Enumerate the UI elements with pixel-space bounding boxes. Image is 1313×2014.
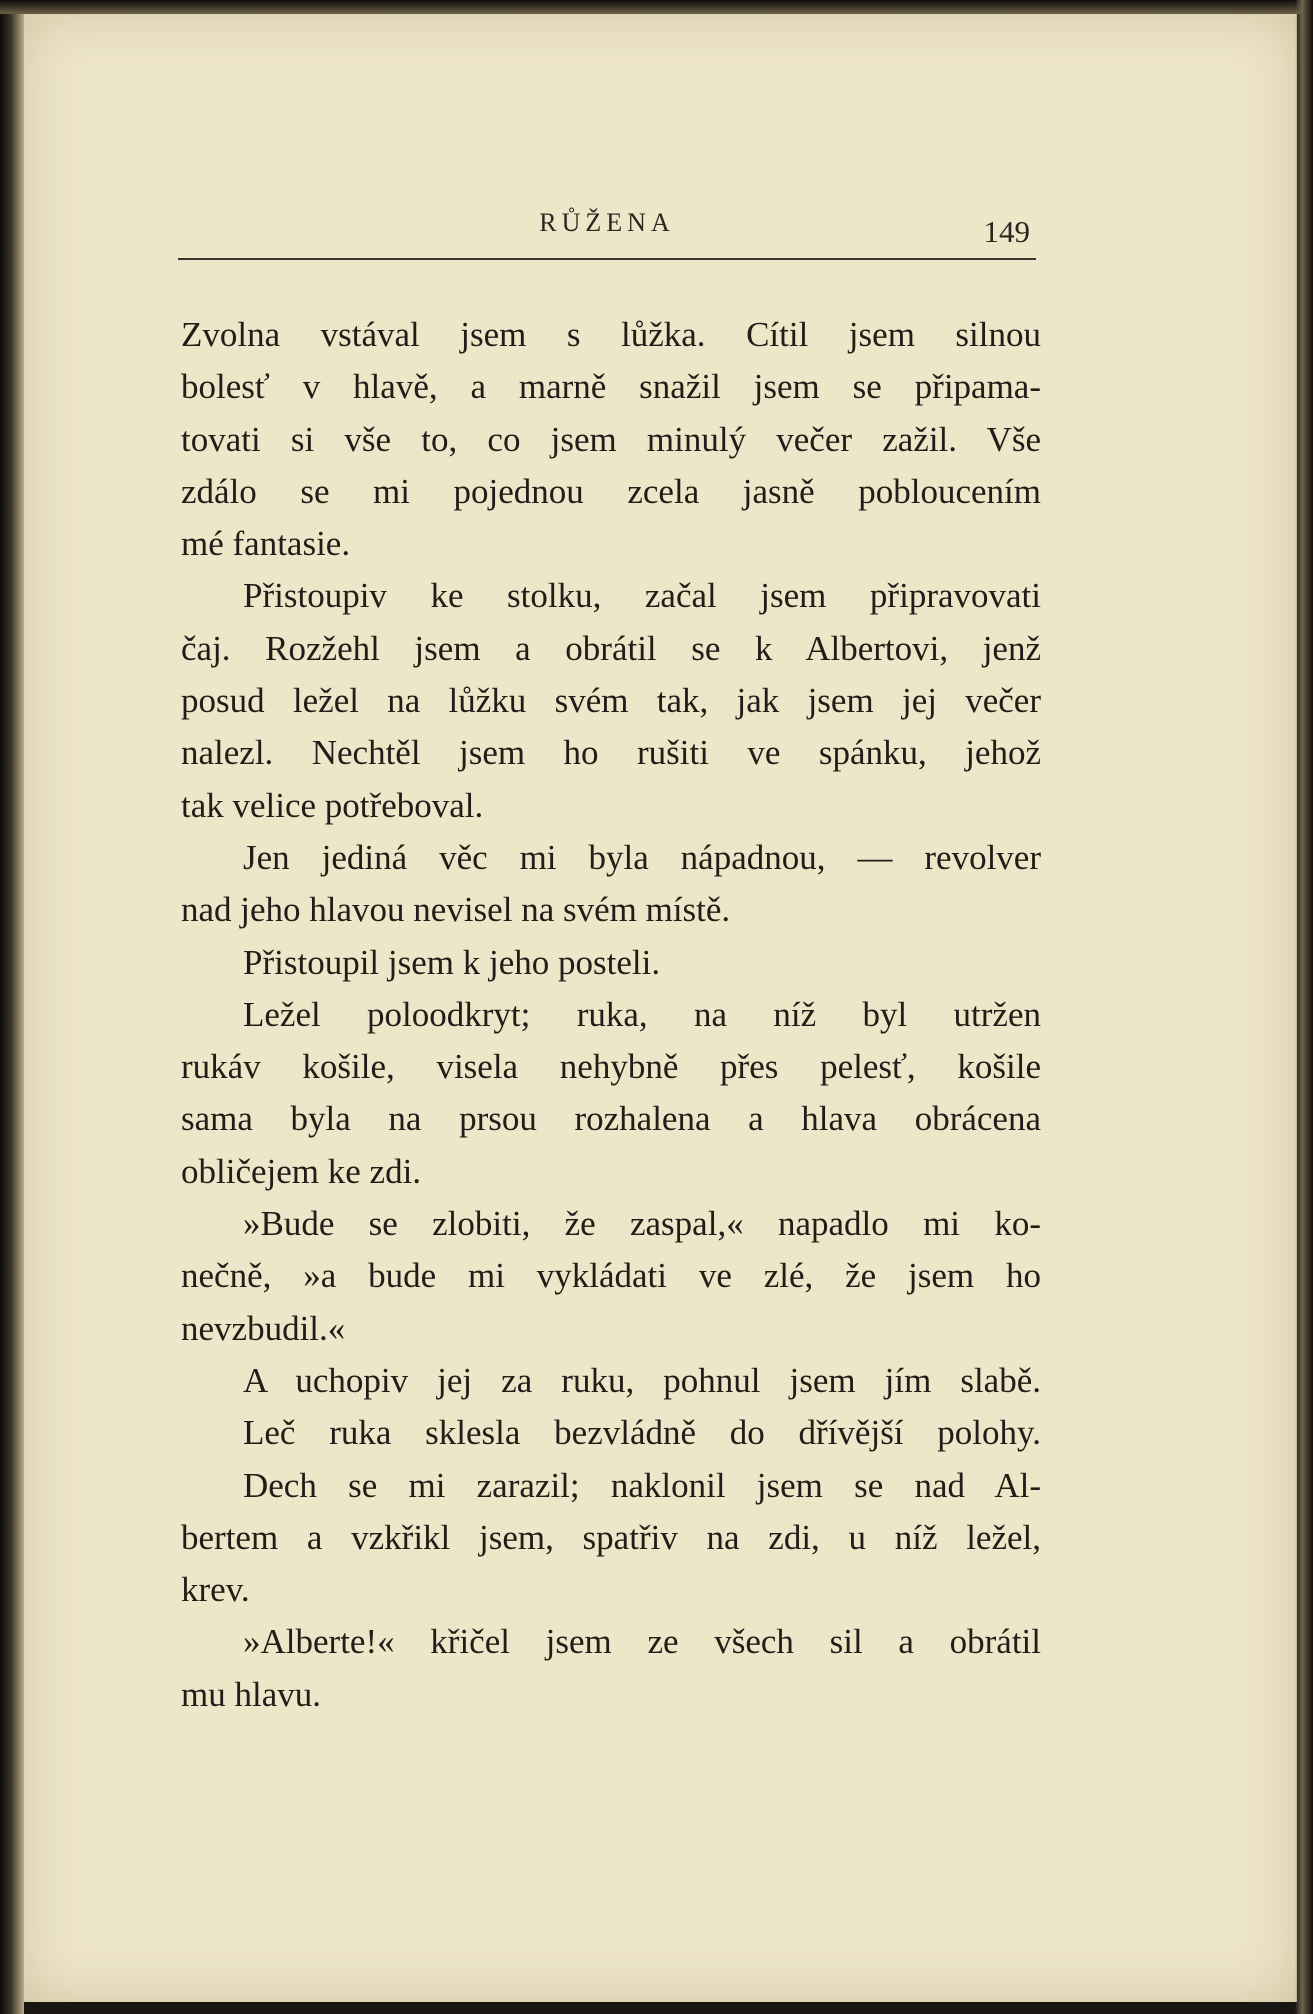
text-line: obličejem ke zdi. [181, 1151, 422, 1191]
text-line: mé fantasie. [181, 524, 351, 564]
page-number: 149 [983, 214, 1030, 249]
text-line: Přistoupil jsem k jeho posteli. [243, 942, 661, 982]
text-line: Zvolna vstával jsem s lůžka. Cítil jsem silnou [181, 315, 1041, 354]
text-line: Leč ruka sklesla bezvládně do dřívější polohy. [243, 1413, 1041, 1453]
page-header [178, 208, 1036, 260]
text-line: Dech se mi zarazil; naklonil jsem se nad Al- [243, 1465, 1041, 1505]
text-line: čaj. Rozžehl jsem a obrátil se k Albertovi, jenž [181, 628, 1041, 668]
text-line: bertem a vzkřikl jsem, spatřiv na zdi, u níž ležel, [181, 1517, 1041, 1557]
text-line: nevzbudil.« [181, 1308, 346, 1348]
text-line: sama byla na prsou rozhalena a hlava obrácena [181, 1099, 1041, 1139]
text-line: nad jeho hlavou nevisel na svém místě. [181, 890, 731, 930]
text-line: A uchopiv jej za ruku, pohnul jsem jím slabě. [243, 1360, 1041, 1400]
text-line: posud ležel na lůžku svém tak, jak jsem jej večer [181, 681, 1041, 721]
body-text [181, 309, 1041, 1721]
text-line: Přistoupiv ke stolku, začal jsem připravovati [243, 576, 1041, 616]
text-line: tak velice potřeboval. [181, 785, 484, 825]
text-line: Jen jediná věc mi byla nápadnou, — revolver [243, 837, 1041, 877]
text-line: tovati si vše to, co jsem minulý večer zažil. Vše [181, 419, 1041, 459]
page-top-edge [0, 0, 1313, 14]
text-line: rukáv košile, visela nehybně přes pelesť, košile [181, 1047, 1041, 1087]
text-line: Ležel poloodkryt; ruka, na níž byl utržen [243, 994, 1041, 1034]
text-line: mu hlavu. [181, 1674, 321, 1714]
text-line: bolesť v hlavě, a marně snažil jsem se připama- [181, 367, 1041, 407]
page-left-edge [0, 0, 24, 2014]
running-title: RŮŽENA [539, 208, 675, 237]
text-line: »Alberte!« křičel jsem ze všech sil a obrátil [243, 1622, 1041, 1662]
text-line: »Bude se zlobiti, že zaspal,« napadlo mi ko- [243, 1204, 1041, 1244]
text-line: nalezl. Nechtěl jsem ho rušiti ve spánku, jehož [181, 733, 1041, 773]
page-right-edge [1295, 0, 1313, 2014]
text-line: krev. [181, 1570, 250, 1610]
text-line: nečně, »a bude mi vykládati ve zlé, že jsem ho [181, 1256, 1041, 1296]
text-line: zdálo se mi pojednou zcela jasně pobloucením [181, 471, 1041, 511]
